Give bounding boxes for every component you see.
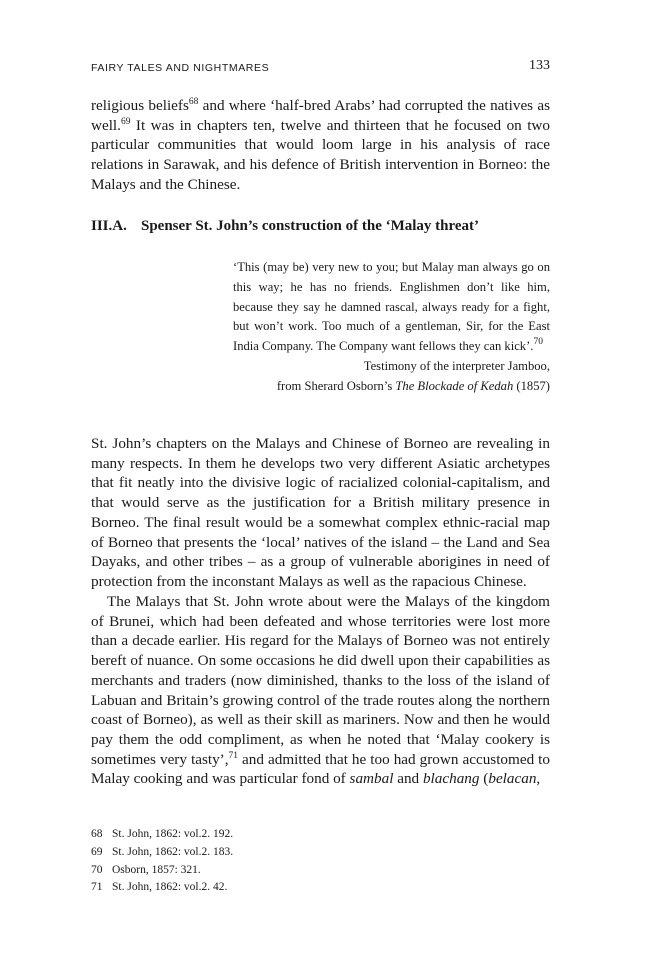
paragraph-3-text-e: ,: [536, 770, 541, 788]
paragraph-3-text-a: The Malays that St. John wrote about were the Malays of the kingdom of Brunei, which had been defeated and whose territories were lost more than a decade earlier. His regard for the Malays of Borneo was not entirely bereft of nuance. On some occasions he did dwell upon their capabilities as merchants and traders (now diminished, thanks to the loss of the island of Labuan and Britain’s growing control of the trade routes along the northern coast of Borneo), as well as their skill as mariners. Now and then he would pay them the odd compliment, as when he noted that ‘Malay cookery is sometimes very tasty’,: [91, 593, 550, 768]
paragraph-3-text-b: and admitted that he too had grown accustomed to Malay cooking and was particular fond of: [91, 750, 550, 788]
epigraph-year: (1857): [513, 378, 550, 393]
section-number: III.A.: [91, 218, 127, 234]
page-number: 133: [529, 58, 550, 73]
epigraph-attribution-line-1: Testimony of the interpreter Jamboo,: [363, 358, 550, 373]
footnote-number: 68: [91, 828, 103, 840]
footnote-number: 71: [91, 881, 103, 894]
term-blachang: blachang: [422, 770, 480, 788]
epigraph-attribution-pre: from Sherard Osborn’s: [276, 378, 396, 393]
paragraph-1-text-b: and where ‘half-bred Arabs’ had corrupted the natives as well.: [91, 97, 550, 134]
epigraph-attribution-line-2: [233, 377, 550, 397]
epigraph: [233, 258, 550, 397]
paragraph-3-text-c: and: [393, 770, 423, 788]
paragraph-3-text-d: (: [479, 770, 489, 788]
paragraph-2: [91, 434, 550, 592]
paragraph-1-text-a: religious beliefs: [91, 97, 189, 114]
footnote-text: Osborn, 1857: 321.: [112, 863, 201, 876]
running-title: FAIRY TALES AND NIGHTMARES: [91, 62, 270, 74]
footnote-number: 70: [91, 863, 103, 876]
term-sambal: sambal: [349, 770, 394, 788]
epigraph-book-title: The Blockade of Kedah: [395, 378, 514, 393]
running-header: [91, 58, 550, 78]
footnote-ref-69[interactable]: 69: [120, 116, 131, 127]
term-belacan: belacan: [488, 770, 537, 788]
footnote-ref-68[interactable]: 68: [188, 97, 199, 107]
section-title: Spenser St. John’s construction of the ‘Malay threat’: [141, 218, 480, 234]
paragraph-2-text: St. John’s chapters on the Malays and Chinese of Borneo are revealing in many respects. In them he develops two very different Asiatic archetypes that fit neatly into the divisive logic of racialized colonial-capitalism, and that would serve as the justification for a British military presence in Borneo. The final result would be a somewhat complex ethnic-racial map of Borneo that presents the ‘local’ natives of the island – the Land and Sea Dayaks, and other tribes – as a group of vulnerable aborigines in need of protection from the inconstant Malays as well as the rapacious Chinese.: [91, 435, 550, 590]
paragraph-1-text-c: It was in chapters ten, twelve and thirteen that he focused on two particular communities that would loom large in his analysis of race relations in Sarawak, and his defence of British intervention in Borneo: the Malays and the Chinese.: [91, 116, 550, 193]
paragraph-3: [91, 592, 550, 789]
footnote-number: 69: [91, 845, 103, 858]
footnote: [91, 879, 233, 897]
footnotes: [91, 826, 233, 897]
footnote: [91, 862, 233, 880]
footnote: [91, 826, 233, 844]
paragraph-1: [91, 96, 550, 195]
footnote-ref-71[interactable]: 71: [228, 750, 239, 761]
epigraph-quote-text: ‘This (may be) very new to you; but Malay man always go on this way; he has no friends. Englishmen don’t like him, because they say he damned rascal, always ready for a fight, but won’t work. Too much of a gentleman, Sir, for the East India Company. The Company want fellows they can kick’.: [233, 260, 550, 354]
epigraph-quote: [233, 258, 550, 357]
footnote-text: St. John, 1862: vol.2. 42.: [112, 881, 228, 894]
footnote-text: St. John, 1862: vol.2. 192.: [112, 828, 234, 840]
footnote-ref-70[interactable]: 70: [533, 337, 543, 348]
section-heading: [91, 218, 479, 235]
footnote: [91, 844, 233, 862]
footnote-text: St. John, 1862: vol.2. 183.: [112, 845, 234, 858]
